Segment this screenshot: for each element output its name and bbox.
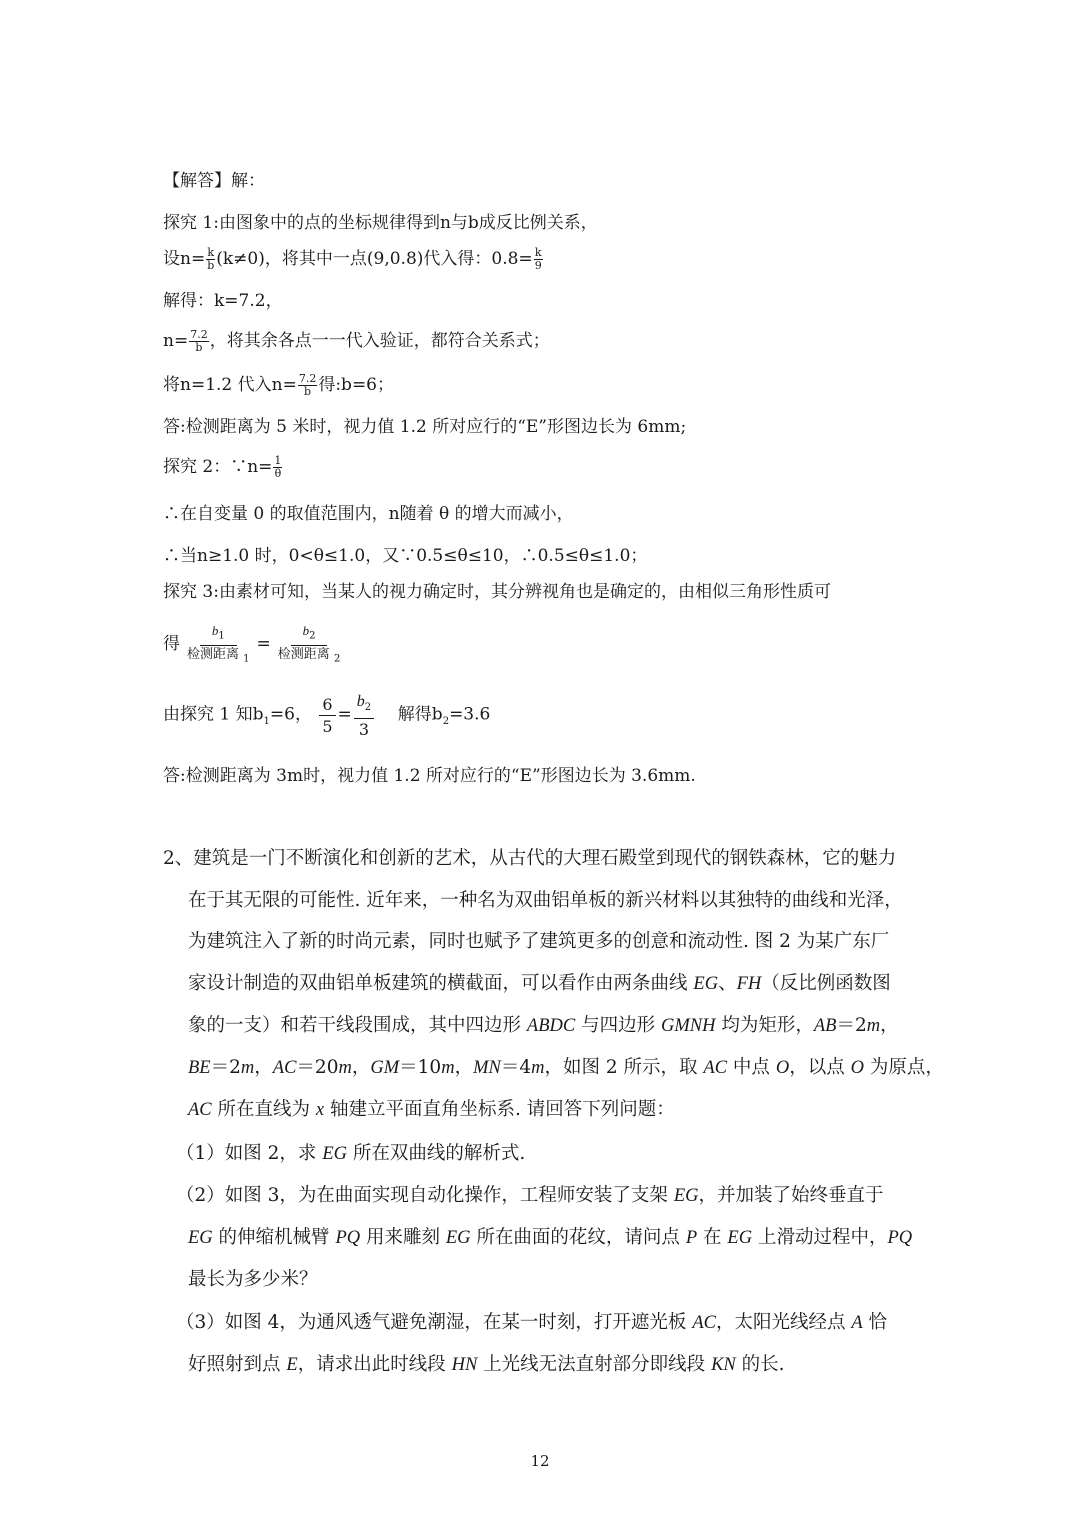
solution-line-8: ∴在自变量 0 的取值范围内，n随着 θ 的增大而减小， [163,504,574,524]
fraction-b2-over-distance2: $\frac{b_2}{检测距离 _2}$ [277,623,341,665]
problem-line-5: 象的一支）和若干线段围成，其中四边形 ABDC 与四边形 GMNH 均为矩形，AB＝2m， [188,1015,899,1036]
solution-line-10: 探究 3:由素材可知，当某人的视力确定时，其分辨视角也是确定的，由相似三角形性质可 [163,582,831,602]
problem-line-4: 家设计制造的双曲铝单板建筑的横截面，可以看作由两条曲线 EG、FH（反比例函数图 [188,973,891,994]
fraction-k-over-b: $\frac{k}{b}$ [207,246,215,272]
fraction-b2-over-3: $\frac{b_2}{3}$ [354,690,374,740]
solution-line-2: 设n= $\frac{k}{b}$ (k≠0)，将其中一点(9,0.8)代入得：0.8= $\frac{k}{9}$ [163,246,542,272]
solution-header: 【解答】解： [163,171,265,191]
solution-line-5: 将n=1.2 代入n= $\frac{7.2}{b}$ 得:b=6； [163,372,394,398]
solution-line-7: 探究 2：∵n= $\frac{1}{\theta}$ [163,454,282,480]
problem-line-2: 在于其无限的可能性. 近年来，一种名为双曲铝单板的新兴材料以其独特的曲线和光泽， [188,890,903,911]
solution-line-11: 得 $\frac{b_1}{检测距离 _1}$ = $\frac{b_2}{检测距离 _2}$ [163,622,347,667]
solution-line-1: 探究 1:由图象中的点的坐标规律得到n与b成反比例关系， [163,213,598,233]
problem-line-3: 为建筑注入了新的时尚元素，同时也赋予了建筑更多的创意和流动性. 图 2 为某广东厂 [188,931,890,952]
page-number: 12 [530,1452,550,1470]
fraction-1-over-theta: $\frac{1}{\theta}$ [274,454,282,480]
subquestion-3-line-1: （3）如图 4，为通风透气避免潮湿，在某一时刻，打开遮光板 AC，太阳光线经点 A 恰 [176,1312,888,1333]
problem-line-1: 2、建筑是一门不断演化和创新的艺术，从古代的大理石殿堂到现代的钢铁森林，它的魅力 [163,848,897,869]
fraction-k-over-9: $\frac{k}{9}$ [534,246,542,272]
solution-line-3: 解得：k=7.2， [163,291,283,311]
solution-line-12: 由探究 1 知$b_1=6$， $\frac{6}{5}$ = $\frac{b_2}{3}$ 解得$b_2=3.6$ [163,690,490,740]
solution-line-4: n= $\frac{7.2}{b}$ ，将其余各点一一代入验证，都符合关系式； [163,328,550,354]
solution-line-9: ∴当n≥1.0 时，0<θ≤1.0，又∵0.5≤θ≤10，∴0.5≤θ≤1.0； [163,546,648,566]
fraction-7.2-over-b-2: $\frac{7.2}{b}$ [298,372,317,398]
subquestion-2-line-1: （2）如图 3，为在曲面实现自动化操作，工程师安装了支架 EG，并加装了始终垂直于 [176,1185,884,1206]
subquestion-1: （1）如图 2，求 EG 所在双曲线的解析式. [176,1143,526,1164]
subquestion-2-line-2: EG 的伸缩机械臂 PQ 用来雕刻 EG 所在曲面的花纹，请问点 P 在 EG 上滑动过程中，PQ [188,1227,913,1248]
subquestion-2-line-3: 最长为多少米？ [188,1269,318,1290]
fraction-7.2-over-b: $\frac{7.2}{b}$ [190,328,208,354]
problem-line-7: AC 所在直线为 x 轴建立平面直角坐标系. 请回答下列问题： [188,1099,675,1120]
solution-line-13: 答:检测距离为 3m时，视力值 1.2 所对应行的“E”形图边长为 3.6mm. [163,766,696,786]
fraction-6-over-5: $\frac{6}{5}$ [319,694,335,737]
solution-line-6: 答:检测距离为 5 米时，视力值 1.2 所对应行的“E”形图边长为 6mm; [163,417,687,437]
problem-line-6: BE＝2m，AC＝20m，GM＝10m，MN＝4m，如图 2 所示，取 AC 中点 O，以点 O 为原点， [188,1057,944,1078]
subquestion-3-line-2: 好照射到点 E，请求出此时线段 HN 上光线无法直射部分即线段 KN 的长. [188,1354,785,1375]
fraction-b1-over-distance1: $\frac{b_1}{检测距离 _1}$ [187,623,250,665]
